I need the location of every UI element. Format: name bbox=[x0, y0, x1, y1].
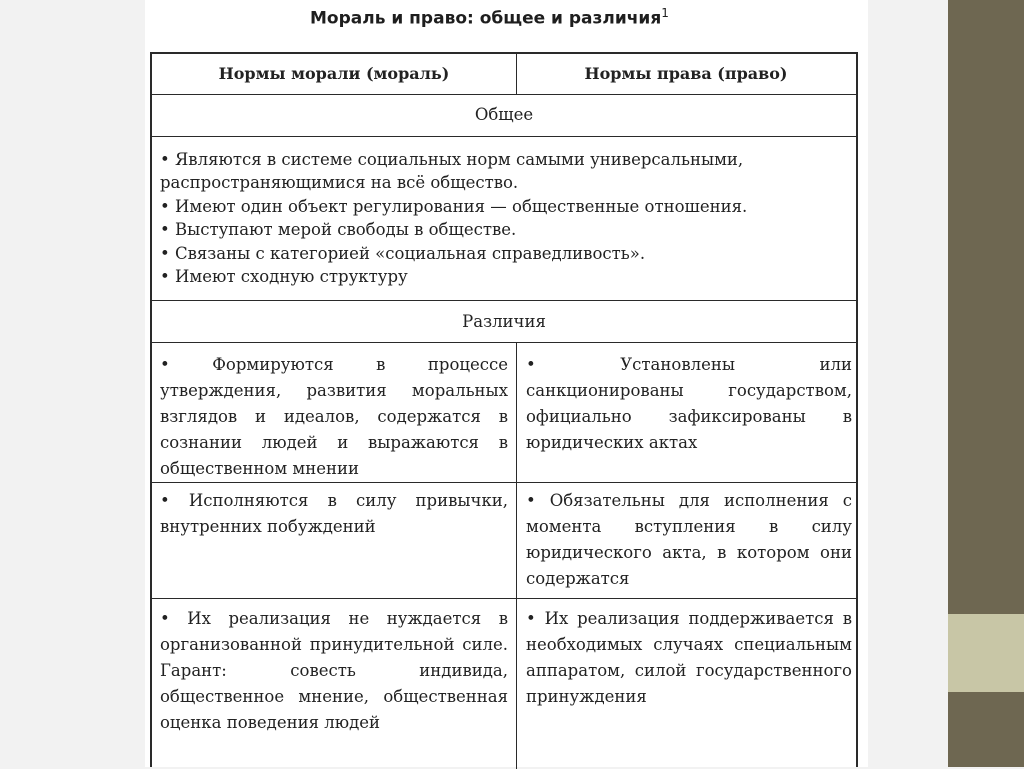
list-item: • Связаны с категорией «социальная справедливость». bbox=[160, 243, 646, 263]
section-common-heading: Общее bbox=[474, 105, 534, 124]
difference-3-morality: • Их реализация не нуждается в организованной принудительной силе. Гарант: совесть индивида, общественное мнение, общественная оценка поведения людей bbox=[160, 609, 508, 732]
list-item: • Выступают мерой свободы в обществе. bbox=[160, 220, 517, 240]
difference-1-law: • Установлены или санкционированы государством, официально зафиксированы в юридических актах bbox=[526, 355, 852, 452]
rule-after-differences-heading bbox=[152, 342, 856, 343]
difference-2-law: • Обязательны для исполнения с момента вступления в силу юридического акта, в котором они содержатся bbox=[526, 491, 852, 588]
column-divider bbox=[516, 342, 517, 769]
rule-after-common-list bbox=[152, 300, 856, 301]
page-title bbox=[310, 6, 669, 29]
footnote-mark: 1 bbox=[661, 6, 669, 20]
comparison-table bbox=[150, 52, 858, 767]
header-morality: Нормы морали (мораль) bbox=[218, 64, 450, 83]
section-differences-heading: Различия bbox=[462, 312, 546, 331]
rule-after-header bbox=[152, 94, 856, 95]
rule-after-difference-1 bbox=[152, 482, 856, 483]
list-item: • Являются в системе социальных норм самыми универсальными, распространяющимися на всё общество. bbox=[160, 150, 744, 193]
header-law: Нормы права (право) bbox=[584, 64, 788, 83]
header-divider bbox=[516, 54, 517, 94]
difference-3-law: • Их реализация поддерживается в необходимых случаях специальным аппаратом, силой государственного принуждения bbox=[526, 609, 852, 706]
slide-side-bar-accent bbox=[948, 614, 1024, 692]
rule-after-difference-2 bbox=[152, 598, 856, 599]
rule-after-common-heading bbox=[152, 136, 856, 137]
page-title-text: Мораль и право: общее и различия bbox=[310, 8, 662, 29]
list-item: • Имеют один объект регулирования — общественные отношения. bbox=[160, 196, 748, 216]
list-item: • Имеют сходную структуру bbox=[160, 267, 408, 287]
difference-1-morality: • Формируются в процессе утверждения, развития моральных взглядов и идеалов, содержатся в сознании людей и выражаются в общественном мнении bbox=[160, 355, 508, 478]
difference-2-morality: • Исполняются в силу привычки, внутренних побуждений bbox=[160, 491, 508, 536]
common-list bbox=[160, 148, 850, 288]
